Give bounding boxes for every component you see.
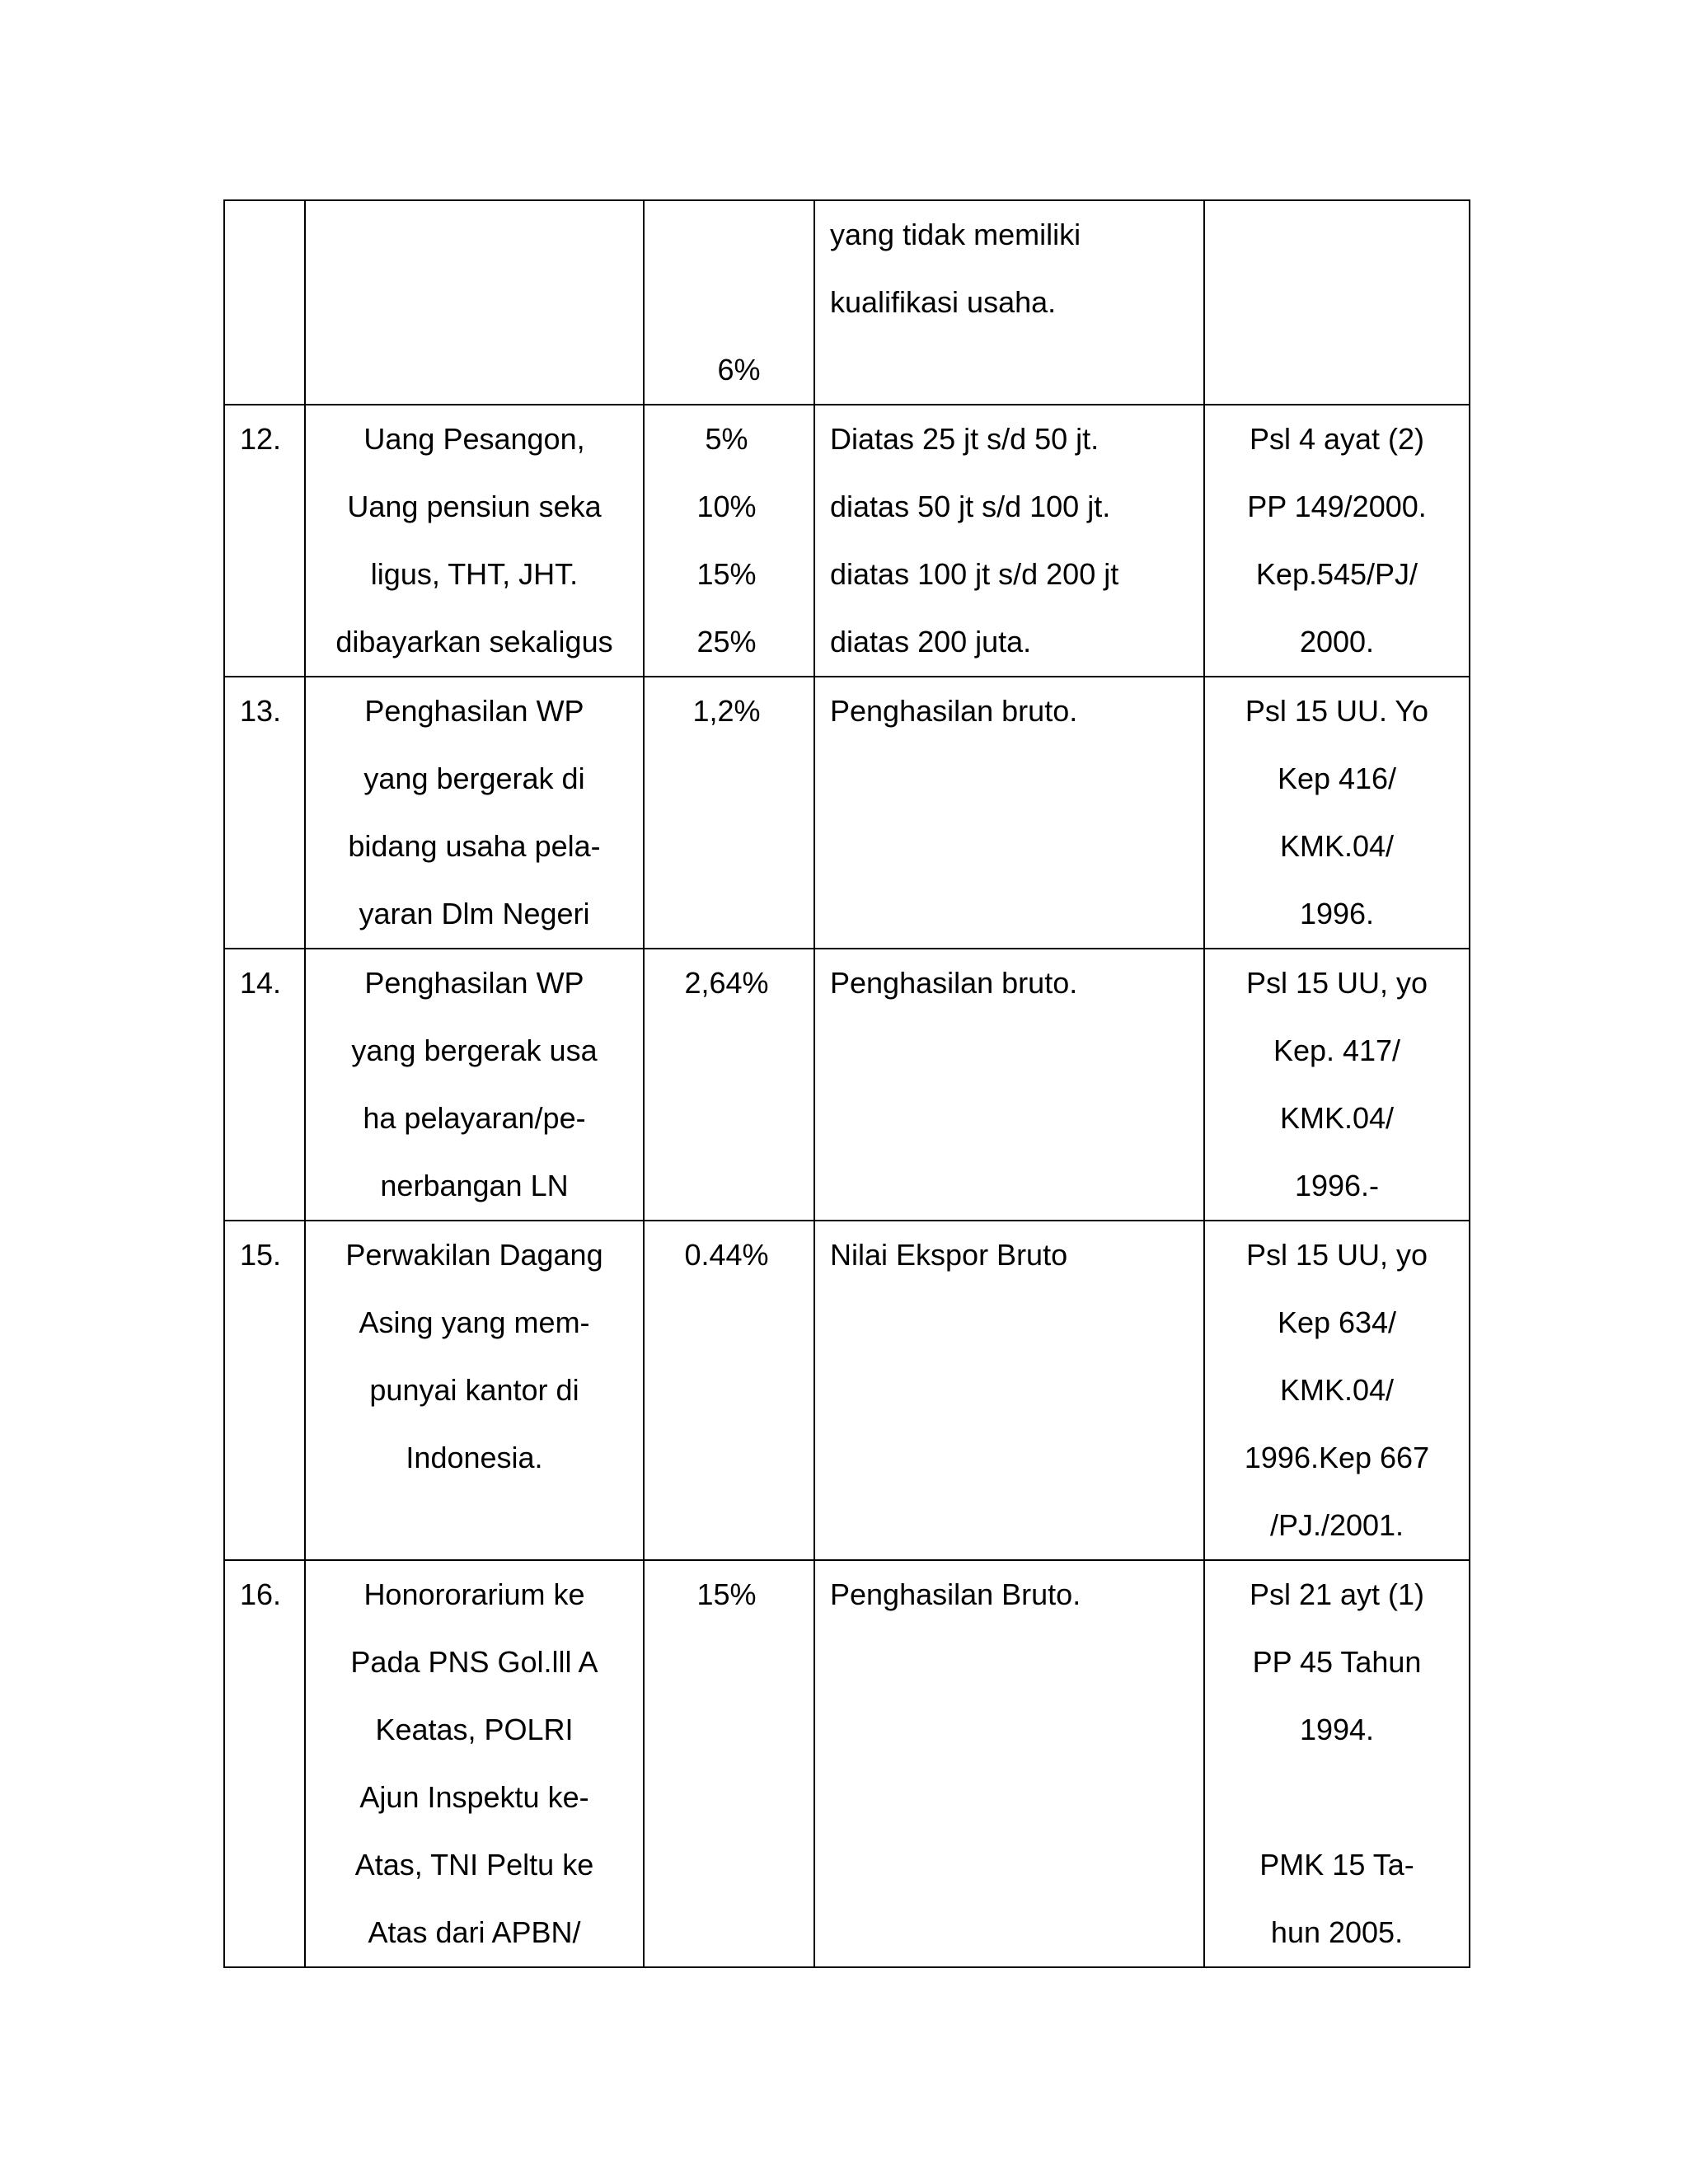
legal-basis-line: KMK.04/ [1279, 1101, 1395, 1135]
row-number-cell [224, 405, 305, 677]
row-number [225, 201, 304, 269]
rate-line [645, 201, 814, 269]
rate-line: 2,64% [684, 966, 769, 1000]
income-object-line: Asing yang mem- [359, 1305, 590, 1339]
rate-line: 15% [696, 557, 757, 591]
income-object-line: yaran Dlm Negeri [359, 897, 590, 930]
legal-basis-line: Psl 15 UU, yo [1245, 1238, 1428, 1272]
income-object-cell [305, 1221, 644, 1560]
legal-basis-line: 1996. [1299, 897, 1375, 930]
income-object-line: Penghasilan WP [364, 694, 584, 728]
row-number-cell [224, 1560, 305, 1967]
rate-cell [644, 1221, 814, 1560]
tax-base-cell [814, 1560, 1204, 1967]
legal-basis-line: Psl 15 UU, yo [1245, 966, 1428, 1000]
income-object-line: Pada PNS Gol.lll A [350, 1645, 598, 1679]
income-object-cell [305, 200, 644, 405]
row-number-cell [224, 1221, 305, 1560]
income-object-line: nerbangan LN [380, 1169, 569, 1202]
row-number: 15. [240, 1238, 282, 1272]
legal-basis-line: PMK 15 Ta- [1259, 1848, 1414, 1882]
income-object-line: Ajun Inspektu ke- [359, 1780, 589, 1814]
legal-basis-line: KMK.04/ [1279, 829, 1395, 863]
legal-basis-cell [1204, 949, 1470, 1221]
rate-line: 6% [717, 353, 761, 387]
legal-basis-line: Kep 634/ [1277, 1305, 1397, 1339]
legal-basis-line: 2000. [1299, 625, 1375, 658]
income-object-line: Atas dari APBN/ [368, 1915, 581, 1949]
income-object-line: punyai kantor di [369, 1373, 579, 1407]
tax-base-line: Diatas 25 jt s/d 50 jt. [830, 422, 1100, 456]
income-object-cell [305, 405, 644, 677]
legal-basis-line: 1994. [1299, 1713, 1375, 1746]
rate-line: 15% [696, 1577, 757, 1611]
row-number: 12. [240, 422, 282, 456]
rate-cell [644, 405, 814, 677]
income-object-line: yang bergerak di [363, 762, 585, 795]
legal-basis-line: PP 45 Tahun [1252, 1645, 1422, 1679]
income-object-cell [305, 1560, 644, 1967]
table-row [224, 677, 1470, 949]
income-object-line: Uang Pesangon, [363, 422, 585, 456]
rate-cell [644, 1560, 814, 1967]
legal-basis-line: Psl 21 ayt (1) [1249, 1577, 1425, 1611]
income-object-line: Honororarium ke [363, 1577, 585, 1611]
legal-basis-line [1205, 1764, 1469, 1831]
tax-base-cell [814, 677, 1204, 949]
row-number: 16. [240, 1577, 282, 1611]
tax-base-cell [814, 200, 1204, 405]
tax-base-cell [814, 949, 1204, 1221]
income-object-line: Indonesia. [406, 1441, 543, 1474]
rate-cell [644, 677, 814, 949]
income-object-cell [305, 949, 644, 1221]
income-object-line: Perwakilan Dagang [345, 1238, 603, 1272]
tax-rate-table [223, 199, 1470, 1968]
income-object-line: dibayarkan sekaligus [335, 625, 613, 658]
row-number-cell [224, 677, 305, 949]
legal-basis-line: Kep.545/PJ/ [1255, 557, 1418, 591]
tax-base-line: Penghasilan bruto. [830, 694, 1078, 728]
row-number-cell [224, 949, 305, 1221]
tax-base-line: diatas 50 jt s/d 100 jt. [830, 490, 1111, 523]
legal-basis-line: Psl 4 ayat (2) [1249, 422, 1425, 456]
income-object-line: bidang usaha pela- [348, 829, 601, 863]
table-body [224, 200, 1470, 1967]
tax-base-line: Penghasilan bruto. [830, 966, 1078, 1000]
table-row [224, 1221, 1470, 1560]
table-row [224, 949, 1470, 1221]
rate-line: 1,2% [692, 694, 761, 728]
income-object-cell [305, 677, 644, 949]
row-number: 14. [240, 966, 282, 1000]
tax-base-line: Penghasilan Bruto. [830, 1577, 1081, 1611]
rate-line [645, 269, 814, 336]
rate-line: 5% [705, 422, 748, 456]
table-row [224, 200, 1470, 405]
tax-base-cell [814, 405, 1204, 677]
tax-base-line: kualifikasi usaha. [830, 285, 1057, 319]
tax-base-line: Nilai Ekspor Bruto [830, 1238, 1068, 1272]
row-number: 13. [240, 694, 282, 728]
rate-cell [644, 200, 814, 405]
legal-basis-line: 1996.Kep 667 [1244, 1441, 1430, 1474]
income-object-line: Uang pensiun seka [347, 490, 602, 523]
rate-line: 10% [696, 490, 757, 523]
legal-basis-cell [1204, 200, 1470, 405]
legal-basis-line: Kep 416/ [1277, 762, 1397, 795]
legal-basis-line: PP 149/2000. [1247, 490, 1427, 523]
rate-line: 25% [696, 625, 757, 658]
income-object-line: ha pelayaran/pe- [363, 1101, 586, 1135]
rate-cell [644, 949, 814, 1221]
legal-basis-line: 1996.- [1294, 1169, 1380, 1202]
rate-line: 0.44% [684, 1238, 769, 1272]
legal-basis-line: KMK.04/ [1279, 1373, 1395, 1407]
table-row [224, 405, 1470, 677]
legal-basis-cell [1204, 1560, 1470, 1967]
legal-basis-cell [1204, 677, 1470, 949]
income-object-line: ligus, THT, JHT. [370, 557, 579, 591]
legal-basis-cell [1204, 405, 1470, 677]
tax-base-cell [814, 1221, 1204, 1560]
income-object-line: Penghasilan WP [364, 966, 584, 1000]
legal-basis-line: /PJ./2001. [1269, 1508, 1404, 1542]
legal-basis-cell [1204, 1221, 1470, 1560]
row-number-cell [224, 200, 305, 405]
tax-base-line: diatas 100 jt s/d 200 jt [830, 557, 1119, 591]
table-row [224, 1560, 1470, 1967]
legal-basis-line: Kep. 417/ [1273, 1033, 1401, 1067]
legal-basis-line: Psl 15 UU. Yo [1245, 694, 1429, 728]
legal-basis-line: hun 2005. [1270, 1915, 1404, 1949]
income-object-line: Atas, TNI Peltu ke [354, 1848, 594, 1882]
income-object-line: yang bergerak usa [351, 1033, 598, 1067]
tax-base-line: diatas 200 juta. [830, 625, 1032, 658]
income-object-line: Keatas, POLRI [375, 1713, 574, 1746]
tax-base-line: yang tidak memiliki [830, 218, 1081, 251]
